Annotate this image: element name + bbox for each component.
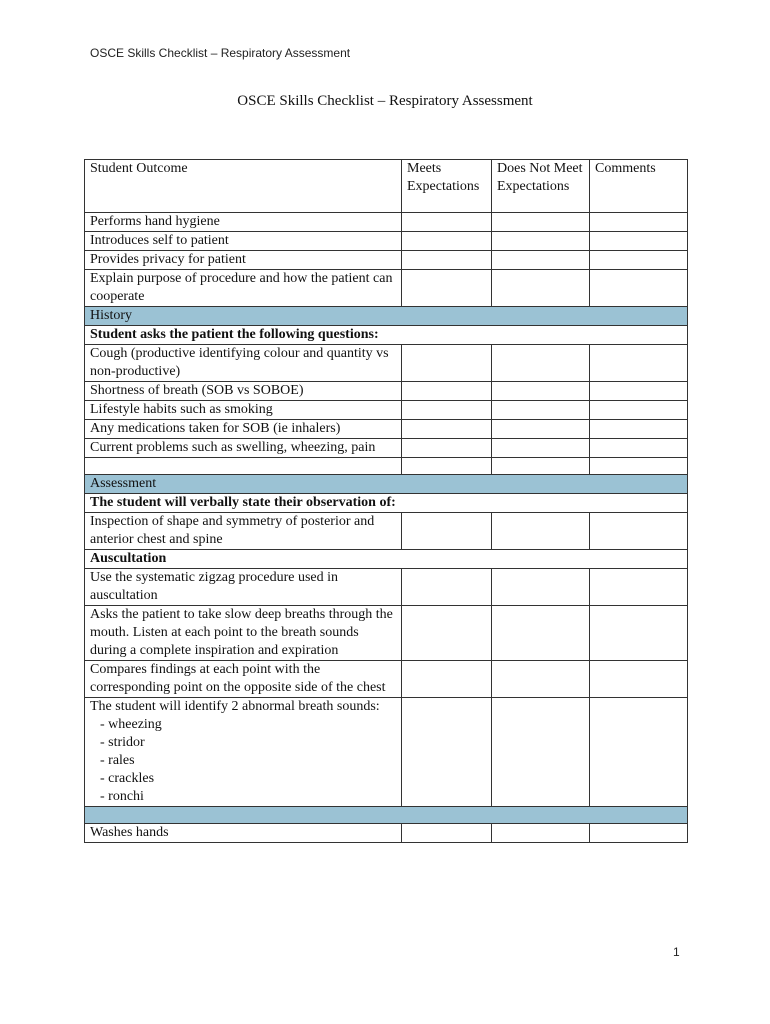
list-item: - rales [100, 753, 135, 768]
list-item: - crackles [100, 771, 155, 786]
comments-cell[interactable] [590, 382, 688, 401]
not-meets-cell[interactable] [492, 824, 590, 843]
comments-cell[interactable] [590, 251, 688, 270]
meets-cell[interactable] [402, 270, 492, 307]
not-meets-cell[interactable] [492, 569, 590, 606]
abnormal-sounds-intro: The student will identify 2 abnormal breath sounds: [90, 699, 380, 714]
outcome-cell: Performs hand hygiene [85, 213, 402, 232]
table-row [85, 213, 688, 232]
meets-cell[interactable] [402, 232, 492, 251]
meets-cell[interactable] [402, 251, 492, 270]
column-header-meets: Meets Expectations [402, 160, 492, 213]
meets-cell[interactable] [402, 420, 492, 439]
comments-cell[interactable] [590, 213, 688, 232]
list-item: - wheezing [100, 717, 162, 732]
meets-cell[interactable] [402, 382, 492, 401]
table-row [85, 251, 688, 270]
table-row [85, 824, 688, 843]
outcome-cell: Explain purpose of procedure and how the patient can cooperate [85, 270, 402, 307]
section-row-history [85, 307, 688, 326]
table-row [85, 401, 688, 420]
table-row [85, 513, 688, 550]
running-header: OSCE Skills Checklist – Respiratory Assessment [90, 46, 351, 60]
meets-cell[interactable] [402, 401, 492, 420]
column-header-student-outcome: Student Outcome [85, 160, 402, 213]
section-row-blank [85, 807, 688, 824]
outcome-cell: Cough (productive identifying colour and quantity vs non-productive) [85, 345, 402, 382]
table-row [85, 439, 688, 458]
outcome-cell: Inspection of shape and symmetry of posterior and anterior chest and spine [85, 513, 402, 550]
not-meets-cell[interactable] [492, 213, 590, 232]
table-row [85, 661, 688, 698]
comments-cell[interactable] [590, 401, 688, 420]
list-item: - ronchi [100, 789, 144, 804]
comments-cell[interactable] [590, 606, 688, 661]
outcome-cell[interactable] [85, 458, 402, 475]
table-row [85, 232, 688, 251]
comments-cell[interactable] [590, 569, 688, 606]
subheading-row [85, 494, 688, 513]
outcome-cell: Asks the patient to take slow deep breaths through the mouth. Listen at each point to the breath sounds during a complete inspiration and expiration [85, 606, 402, 661]
blank-row [85, 458, 688, 475]
comments-cell[interactable] [590, 698, 688, 807]
section-heading-history: History [85, 307, 688, 326]
outcome-cell: Current problems such as swelling, wheezing, pain [85, 439, 402, 458]
column-header-does-not-meet: Does Not Meet Expectations [492, 160, 590, 213]
comments-cell[interactable] [590, 270, 688, 307]
table-row [85, 270, 688, 307]
comments-cell[interactable] [590, 661, 688, 698]
outcome-cell: Any medications taken for SOB (ie inhalers) [85, 420, 402, 439]
outcome-cell: Provides privacy for patient [85, 251, 402, 270]
outcome-cell: Use the systematic zigzag procedure used in auscultation [85, 569, 402, 606]
not-meets-cell[interactable] [492, 382, 590, 401]
comments-cell[interactable] [590, 439, 688, 458]
table-row [85, 606, 688, 661]
outcome-cell: Washes hands [85, 824, 402, 843]
table-row [85, 569, 688, 606]
meets-cell[interactable] [402, 345, 492, 382]
meets-cell[interactable] [402, 824, 492, 843]
section-row-assessment [85, 475, 688, 494]
table-header-row [85, 160, 688, 213]
outcome-cell: Introduces self to patient [85, 232, 402, 251]
comments-cell[interactable] [590, 458, 688, 475]
not-meets-cell[interactable] [492, 513, 590, 550]
comments-cell[interactable] [590, 232, 688, 251]
not-meets-cell[interactable] [492, 251, 590, 270]
meets-cell[interactable] [402, 698, 492, 807]
column-header-comments: Comments [590, 160, 688, 213]
table-row [85, 382, 688, 401]
section-spacer [85, 807, 688, 824]
checklist-table [84, 159, 688, 843]
not-meets-cell[interactable] [492, 661, 590, 698]
not-meets-cell[interactable] [492, 270, 590, 307]
meets-cell[interactable] [402, 513, 492, 550]
assessment-subheading: The student will verbally state their observation of: [85, 494, 688, 513]
table-row [85, 345, 688, 382]
subheading-row [85, 326, 688, 345]
page-title: OSCE Skills Checklist – Respiratory Assessment [237, 93, 533, 109]
list-item: - stridor [100, 735, 145, 750]
not-meets-cell[interactable] [492, 439, 590, 458]
meets-cell[interactable] [402, 439, 492, 458]
comments-cell[interactable] [590, 824, 688, 843]
outcome-cell: Compares findings at each point with the corresponding point on the opposite side of the chest [85, 661, 402, 698]
not-meets-cell[interactable] [492, 698, 590, 807]
meets-cell[interactable] [402, 606, 492, 661]
page-number: 1 [673, 945, 680, 959]
not-meets-cell[interactable] [492, 458, 590, 475]
meets-cell[interactable] [402, 458, 492, 475]
outcome-cell: Lifestyle habits such as smoking [85, 401, 402, 420]
subheading-row [85, 550, 688, 569]
history-subheading: Student asks the patient the following questions: [85, 326, 688, 345]
not-meets-cell[interactable] [492, 420, 590, 439]
outcome-cell [85, 698, 402, 807]
table-row [85, 420, 688, 439]
meets-cell[interactable] [402, 661, 492, 698]
not-meets-cell[interactable] [492, 232, 590, 251]
not-meets-cell[interactable] [492, 606, 590, 661]
section-heading-assessment: Assessment [85, 475, 688, 494]
outcome-cell: Shortness of breath (SOB vs SOBOE) [85, 382, 402, 401]
meets-cell[interactable] [402, 213, 492, 232]
table-row [85, 698, 688, 807]
not-meets-cell[interactable] [492, 345, 590, 382]
comments-cell[interactable] [590, 345, 688, 382]
meets-cell[interactable] [402, 569, 492, 606]
auscultation-subheading: Auscultation [85, 550, 688, 569]
not-meets-cell[interactable] [492, 401, 590, 420]
comments-cell[interactable] [590, 420, 688, 439]
comments-cell[interactable] [590, 513, 688, 550]
